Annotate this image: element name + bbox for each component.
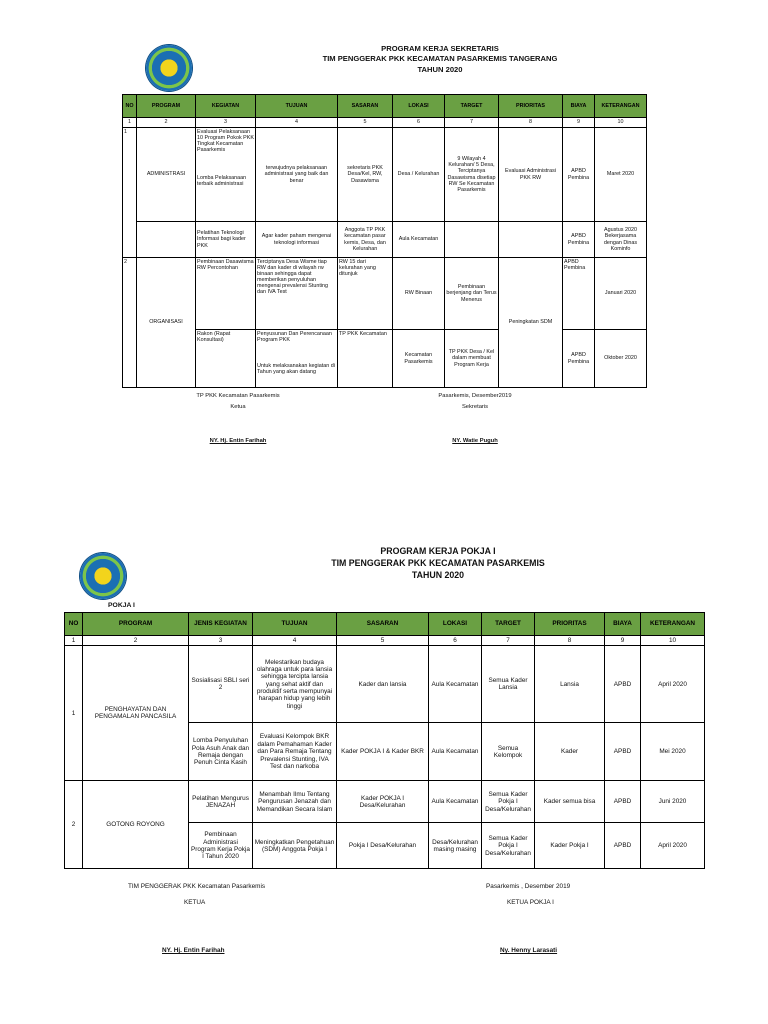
col-header: TARGET bbox=[445, 95, 499, 118]
col-header: LOKASI bbox=[429, 613, 482, 636]
pkk-logo bbox=[80, 553, 126, 599]
row-no: 2 bbox=[65, 781, 83, 869]
row-keterangan: Agustus 2020 Bekerjasama dengan Dinas Kominfo bbox=[595, 222, 647, 258]
row-sasaran: TP PKK Kecamatan bbox=[338, 330, 393, 388]
row-kegiatan: Sosialisasi SBLI seri 2 bbox=[189, 646, 253, 723]
col-header: PRIORITAS bbox=[535, 613, 605, 636]
col-index: 9 bbox=[563, 118, 595, 128]
row-program: PENGHAYATAN DAN PENGAMALAN PANCASILA bbox=[83, 646, 189, 781]
row-lokasi: Aula Kecamatan bbox=[429, 723, 482, 781]
doc1-index-row bbox=[123, 118, 647, 128]
col-header: PROGRAM bbox=[137, 95, 196, 118]
row-lokasi: RW Binaan bbox=[393, 258, 445, 330]
row-lokasi: Kecamatan Pasarkemis bbox=[393, 330, 445, 388]
doc1-title-line1: PROGRAM KERJA SEKRETARIS bbox=[381, 44, 499, 53]
row-prioritas: Kader bbox=[535, 723, 605, 781]
col-index: 7 bbox=[482, 636, 535, 646]
row-prioritas: Lansia bbox=[535, 646, 605, 723]
doc2-header-row bbox=[65, 613, 705, 636]
row-kegiatan: Pelatihan Mengurus JENAZAH bbox=[189, 781, 253, 823]
col-header: LOKASI bbox=[393, 95, 445, 118]
row-keterangan: Maret 2020 bbox=[595, 128, 647, 222]
doc2-sign-left-role: KETUA bbox=[184, 899, 206, 906]
doc2-title-line3: TAHUN 2020 bbox=[411, 569, 465, 580]
col-header: SASARAN bbox=[337, 613, 429, 636]
col-index: 2 bbox=[83, 636, 189, 646]
row-target: 9 Wilayah 4 Kelurahan/ 5 Desa, Terciptanya Dasawisma disetiap RW Se Kecamatan Pasarkemis bbox=[445, 128, 499, 222]
doc2-title-line1: PROGRAM KERJA POKJA I bbox=[380, 546, 496, 556]
doc2-index-row bbox=[65, 636, 705, 646]
doc1-sign-left-role: Ketua bbox=[230, 404, 246, 410]
doc2-sign-right-name: Ny. Henny Larasati bbox=[500, 947, 558, 954]
row-lokasi: Aula Kecamatan bbox=[429, 646, 482, 723]
tujuan-text: Penyusunan Dan Perencanaan Program PKK bbox=[257, 331, 332, 344]
row-program bbox=[137, 222, 196, 258]
row-tujuan bbox=[256, 330, 338, 388]
table-row bbox=[123, 258, 647, 330]
row-kegiatan: Pembinaan Dasawisma RW Percontohan bbox=[196, 258, 256, 330]
row-lokasi: Aula Kecamatan bbox=[429, 781, 482, 823]
row-sasaran: RW 15 dari kelurahan yang ditunjuk bbox=[338, 258, 393, 330]
row-sasaran: Kader POKJA I Desa/Kelurahan bbox=[337, 781, 429, 823]
col-index: 4 bbox=[253, 636, 337, 646]
row-tujuan: Terciptanya Desa Wisme tiap RW dan kader di wilayah rw binaan sehingga dapat memberikan penyuluhan mengenai prevalensi Stunting dan IVA Test bbox=[256, 258, 338, 330]
row-target: Semua Kader Pokja I Desa/Kelurahan bbox=[482, 781, 535, 823]
pokja-label: POKJA I bbox=[108, 602, 135, 609]
row-target: Semua Kelompok bbox=[482, 723, 535, 781]
col-header: BIAYA bbox=[605, 613, 641, 636]
row-program: GOTONG ROYONG bbox=[83, 781, 189, 869]
pkk-logo bbox=[146, 45, 192, 91]
doc1-title-line2: TIM PENGGERAK PKK KECAMATAN PASARKEMIS TANGERANG bbox=[322, 54, 558, 64]
row-biaya: APBD bbox=[605, 823, 641, 869]
row-target: Pembinaan berjenjang dan Terus Menerus bbox=[445, 258, 499, 330]
row-tujuan: Meningkatkan Pengetahuan (SDM) Anggota Pokja I bbox=[253, 823, 337, 869]
doc1-header-row bbox=[123, 95, 647, 118]
doc2-sign-right-place: Pasarkemis , Desember 2019 bbox=[486, 883, 571, 890]
row-prioritas: Kader semua bisa bbox=[535, 781, 605, 823]
doc1-sign-right-name: NY. Watie Puguh bbox=[452, 438, 498, 444]
row-sasaran: Pokja I Desa/Kelurahan bbox=[337, 823, 429, 869]
table-row bbox=[65, 781, 705, 823]
col-index: 9 bbox=[605, 636, 641, 646]
col-header: TARGET bbox=[482, 613, 535, 636]
col-index: 6 bbox=[393, 118, 445, 128]
col-index: 10 bbox=[595, 118, 647, 128]
col-index: 7 bbox=[445, 118, 499, 128]
row-tujuan: Agar kader paham mengenai teknologi informasi bbox=[256, 222, 338, 258]
doc2-title-line2: TIM PENGGERAK PKK KECAMATAN PASARKEMIS bbox=[331, 557, 545, 568]
row-lokasi: Aula Kecamatan bbox=[393, 222, 445, 258]
row-tujuan: terwujudnya pelaksanaan administrasi yang baik dan benar bbox=[256, 128, 338, 222]
col-index: 8 bbox=[499, 118, 563, 128]
doc2-sign-left-org: TIM PENGGERAK PKK Kecamatan Pasarkemis bbox=[128, 883, 266, 890]
row-target: Semua Kader Lansia bbox=[482, 646, 535, 723]
doc1-title bbox=[230, 44, 650, 75]
row-sasaran: sekretaris PKK Desa/Kel, RW, Dasawisma bbox=[338, 128, 393, 222]
row-lokasi: Desa/Kelurahan masing masing bbox=[429, 823, 482, 869]
row-prioritas: Kader Pokja I bbox=[535, 823, 605, 869]
row-biaya: APBD Pembina bbox=[563, 330, 595, 388]
row-target: TP PKK Desa / Kel dalam membuat Program Kerja bbox=[445, 330, 499, 388]
tujuan-text: Untuk melaksanakan kegiatan di Tahun yang akan datang bbox=[257, 363, 335, 376]
row-keterangan: Januari 2020 bbox=[595, 258, 647, 330]
doc2-sign-left-name: NY. Hj. Entin Farihah bbox=[162, 947, 225, 954]
table-row bbox=[123, 128, 647, 222]
col-header: KEGIATAN bbox=[196, 95, 256, 118]
row-prioritas bbox=[499, 222, 563, 258]
doc2-sign-right-role: KETUA POKJA I bbox=[507, 899, 554, 906]
row-biaya: APBD Pembina bbox=[563, 128, 595, 222]
col-header: NO bbox=[123, 95, 137, 118]
doc1-sign-left-name: NY. Hj. Entin Farihah bbox=[209, 438, 267, 444]
row-no: 1 bbox=[65, 646, 83, 781]
col-header: KETERANGAN bbox=[641, 613, 705, 636]
row-tujuan: Evaluasi Kelompok BKR dalam Pemahaman Kader dan Para Remaja Tentang Prevalensi Stunting, IVA Test dan narkoba bbox=[253, 723, 337, 781]
table-row bbox=[123, 222, 647, 258]
col-index: 6 bbox=[429, 636, 482, 646]
col-header: NO bbox=[65, 613, 83, 636]
table-row bbox=[65, 646, 705, 723]
row-keterangan: Juni 2020 bbox=[641, 781, 705, 823]
row-target: Semua Kader Pokja I Desa/Kelurahan bbox=[482, 823, 535, 869]
row-biaya: APBD Pembina bbox=[563, 258, 595, 330]
col-header: SASARAN bbox=[338, 95, 393, 118]
row-kegiatan: Rakon (Rapat Konsultasi) bbox=[196, 330, 256, 388]
row-keterangan: Oktober 2020 bbox=[595, 330, 647, 388]
col-index: 8 bbox=[535, 636, 605, 646]
doc1-sign-right-place: Pasarkemis, Desember2019 bbox=[438, 393, 512, 399]
row-prioritas: Peningkatan SDM bbox=[499, 258, 563, 388]
doc2-title bbox=[258, 546, 618, 582]
row-lokasi: Desa / Kelurahan bbox=[393, 128, 445, 222]
col-header: JENIS KEGIATAN bbox=[189, 613, 253, 636]
row-keterangan: April 2020 bbox=[641, 646, 705, 723]
row-kegiatan: Pembinaan Administrasi Program Kerja Pokja I Tahun 2020 bbox=[189, 823, 253, 869]
row-tujuan: Menambah Ilmu Tentang Pengurusan Jenazah dan Memandikan Secara Islam bbox=[253, 781, 337, 823]
row-biaya: APBD bbox=[605, 646, 641, 723]
row-kegiatan: Lomba Penyuluhan Pola Asuh Anak dan Remaja dengan Penuh Cinta Kasih bbox=[189, 723, 253, 781]
row-no: 2 bbox=[123, 258, 137, 388]
doc1-title-line3: TAHUN 2020 bbox=[417, 64, 463, 74]
row-keterangan: April 2020 bbox=[641, 823, 705, 869]
col-header: BIAYA bbox=[563, 95, 595, 118]
row-program: ADMINISTRASI bbox=[137, 128, 196, 222]
col-index: 5 bbox=[338, 118, 393, 128]
row-biaya: APBD bbox=[605, 781, 641, 823]
row-sasaran: Anggota TP PKK kecamatan pasar kemis, Desa, dan Kelurahan bbox=[338, 222, 393, 258]
col-header: KETERANGAN bbox=[595, 95, 647, 118]
row-target bbox=[445, 222, 499, 258]
doc2-table bbox=[64, 612, 705, 869]
doc1-sign-right-role: Sekretaris bbox=[461, 404, 489, 410]
col-index: 1 bbox=[123, 118, 137, 128]
col-index: 3 bbox=[189, 636, 253, 646]
row-tujuan: Melestarikan budaya olahraga untuk para lansia sehingga tercipta lansia yang sehat aktif dan produktif serta mempunyai harapan hidup yang lebih tinggi bbox=[253, 646, 337, 723]
col-header: TUJUAN bbox=[256, 95, 338, 118]
col-header: PROGRAM bbox=[83, 613, 189, 636]
row-prioritas: Evaluasi Administrasi PKK RW bbox=[499, 128, 563, 222]
kegiatan-text: Lomba Pelaksanaan terbaik administrasi bbox=[197, 175, 247, 188]
kegiatan-text: Evaluasi Pelaksanaan 10 Program Pokok PKK Tingkat Kecamatan Pasarkemis bbox=[197, 129, 254, 154]
col-header: PRIORITAS bbox=[499, 95, 563, 118]
row-keterangan: Mei 2020 bbox=[641, 723, 705, 781]
doc1-table bbox=[122, 94, 647, 388]
col-index: 2 bbox=[137, 118, 196, 128]
col-index: 3 bbox=[196, 118, 256, 128]
row-sasaran: Kader POKJA I & Kader BKR bbox=[337, 723, 429, 781]
col-index: 10 bbox=[641, 636, 705, 646]
doc1-sign-left-org: TP PKK Kecamatan Pasarkemis bbox=[196, 393, 280, 399]
col-header: TUJUAN bbox=[253, 613, 337, 636]
row-kegiatan: Pelatihan Teknologi Informasi bagi kader PKK bbox=[196, 222, 256, 258]
row-no: 1 bbox=[123, 128, 137, 258]
col-index: 1 bbox=[65, 636, 83, 646]
col-index: 4 bbox=[256, 118, 338, 128]
row-sasaran: Kader dan lansia bbox=[337, 646, 429, 723]
row-kegiatan bbox=[196, 128, 256, 222]
row-biaya: APBD bbox=[605, 723, 641, 781]
row-biaya: APBD Pembina bbox=[563, 222, 595, 258]
table-row bbox=[123, 330, 647, 388]
row-program: ORGANISASI bbox=[137, 258, 196, 388]
col-index: 5 bbox=[337, 636, 429, 646]
